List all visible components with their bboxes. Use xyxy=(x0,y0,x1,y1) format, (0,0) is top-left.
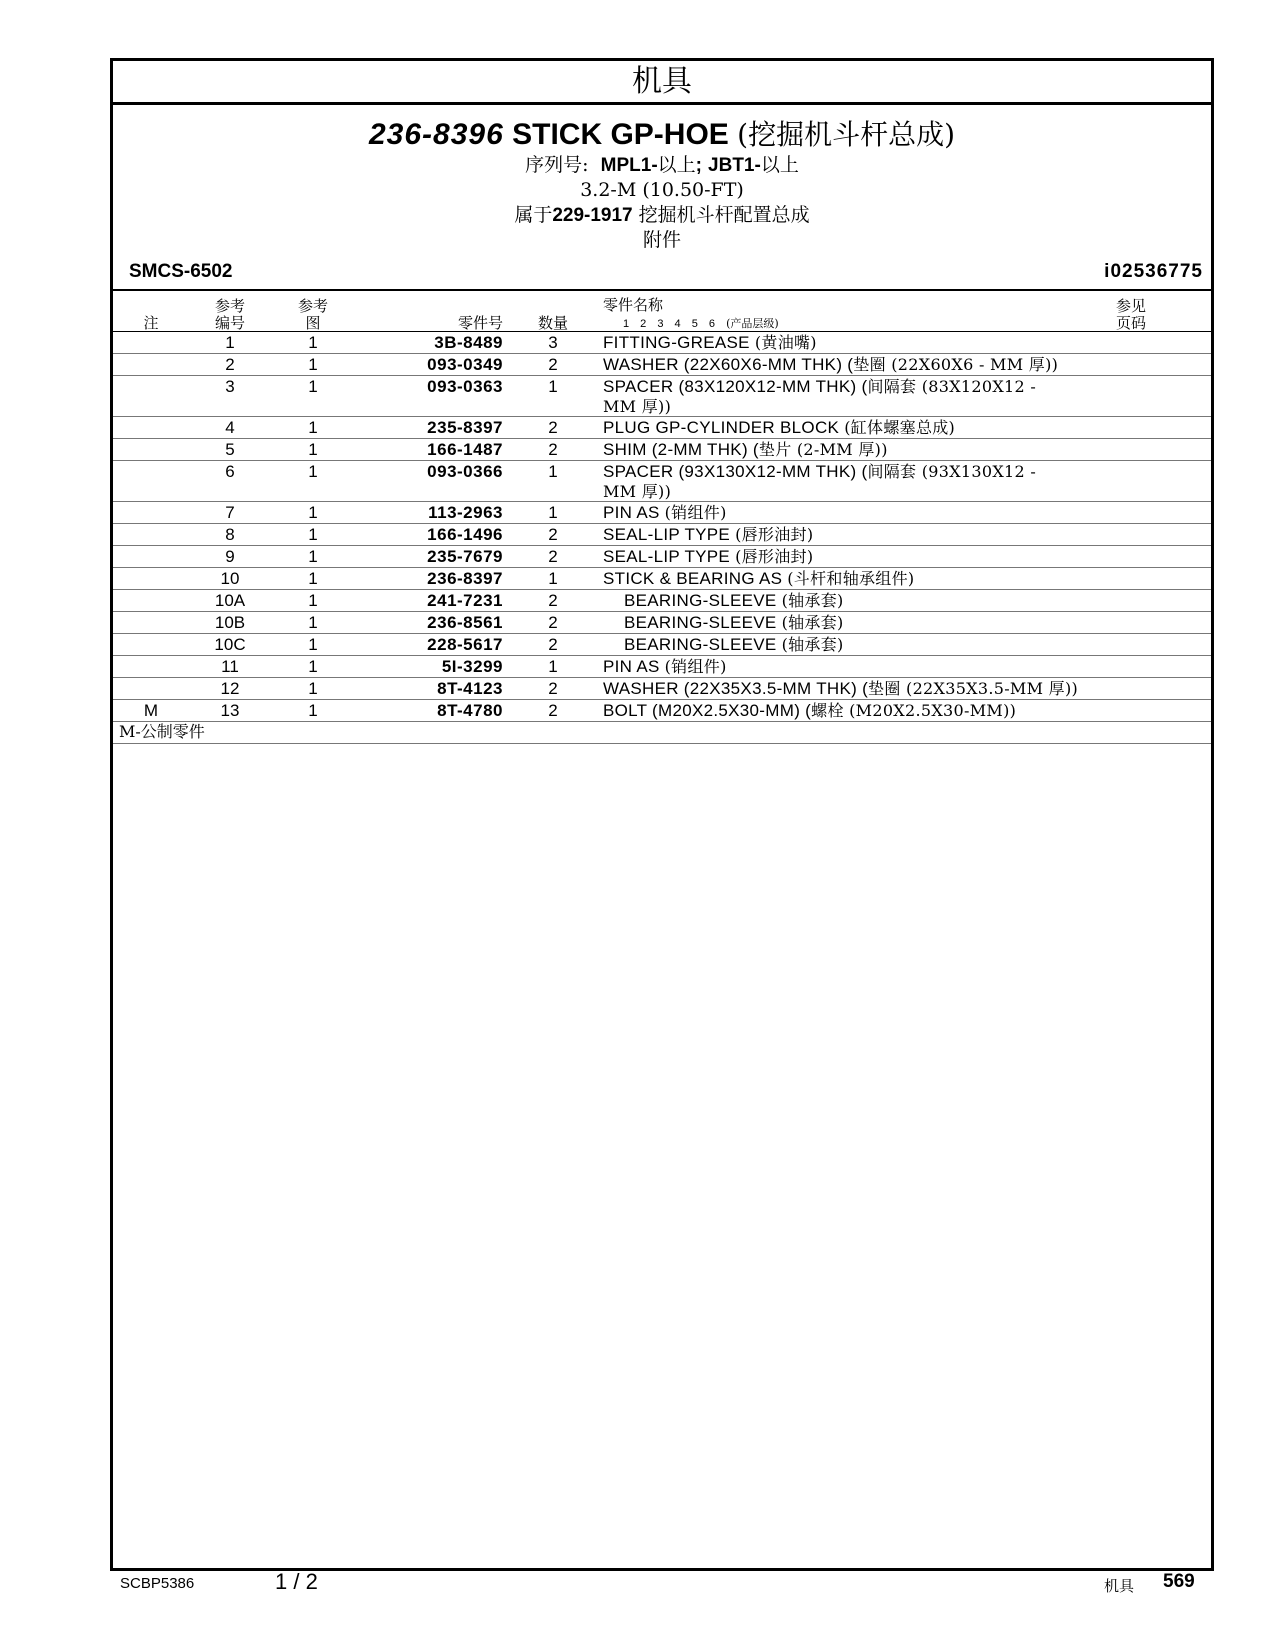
metric-footnote: M-公制零件 xyxy=(113,722,1211,744)
col-see-page xyxy=(1111,298,1151,332)
row-fig: 1 xyxy=(308,591,318,610)
row-part-name-en: PLUG GP-CYLINDER BLOCK xyxy=(603,418,840,437)
table-row xyxy=(113,656,1211,678)
row-note: M xyxy=(143,701,159,720)
row-qty: 3 xyxy=(548,333,558,352)
col-part-no: 零件号 xyxy=(457,314,503,332)
row-part-name xyxy=(603,569,1083,589)
row-part-name xyxy=(603,657,1083,677)
row-part-name xyxy=(603,635,1083,655)
table-row xyxy=(113,612,1211,634)
row-ref: 10A xyxy=(214,591,246,610)
row-ref: 3 xyxy=(225,377,235,396)
smcs-code: SMCS-6502 xyxy=(129,261,233,282)
row-ref: 6 xyxy=(225,462,235,481)
row-ref: 2 xyxy=(225,355,235,374)
serial-label: 序列号: xyxy=(525,154,589,176)
row-fig: 1 xyxy=(308,333,318,352)
row-qty: 1 xyxy=(548,569,558,588)
row-fig: 1 xyxy=(308,355,318,374)
row-part-name-en: BEARING-SLEEVE xyxy=(624,635,777,654)
serial-a-cn: 以上 xyxy=(657,154,696,176)
row-fig: 1 xyxy=(308,701,318,720)
row-part-number: 241-7231 xyxy=(427,591,503,610)
table-row xyxy=(113,678,1211,700)
row-ref: 7 xyxy=(225,503,235,522)
serial-line xyxy=(113,153,1211,178)
row-qty: 2 xyxy=(548,701,558,720)
col-levels-numbers: 1 2 3 4 5 6 xyxy=(623,318,715,330)
row-part-name xyxy=(603,547,1083,567)
col-ref-fig xyxy=(293,298,333,332)
row-part-name xyxy=(603,355,1083,375)
row-ref: 8 xyxy=(225,525,235,544)
footer-document-code: SCBP5386 xyxy=(120,1575,195,1592)
row-part-name-cn: 垫圈 (22X35X3.5-MM 厚)) xyxy=(868,679,1079,698)
row-part-name xyxy=(603,525,1083,545)
col-levels xyxy=(623,315,779,331)
row-part-name-cn: (缸体螺塞总成) xyxy=(844,418,956,437)
row-fig: 1 xyxy=(308,613,318,632)
row-part-number: 235-7679 xyxy=(427,547,503,566)
col-ref-no xyxy=(208,298,252,332)
row-qty: 2 xyxy=(548,355,558,374)
row-fig: 1 xyxy=(308,569,318,588)
row-part-name-cn: (唇形油封) xyxy=(735,547,814,566)
table-row xyxy=(113,332,1211,354)
row-part-number: 235-8397 xyxy=(427,418,503,437)
row-qty: 2 xyxy=(548,635,558,654)
parts-table xyxy=(113,332,1211,744)
footer-page-number: 569 xyxy=(1163,1571,1195,1592)
row-fig: 1 xyxy=(308,525,318,544)
row-qty: 2 xyxy=(548,679,558,698)
row-qty: 1 xyxy=(548,377,558,396)
row-fig: 1 xyxy=(308,503,318,522)
row-fig: 1 xyxy=(308,635,318,654)
table-row xyxy=(113,376,1211,417)
row-part-name-en: SPACER (93X130X12-MM THK) ( xyxy=(603,462,868,481)
row-part-name xyxy=(603,462,1073,502)
serial-b-cn: 以上 xyxy=(760,154,799,176)
assembly-title xyxy=(113,117,1211,153)
row-ref: 9 xyxy=(225,547,235,566)
row-qty: 2 xyxy=(548,613,558,632)
table-row xyxy=(113,524,1211,546)
serial-a: MPL1- xyxy=(600,155,658,176)
table-row xyxy=(113,590,1211,612)
row-part-name-en: BOLT (M20X2.5X30-MM) ( xyxy=(603,701,812,720)
page-frame xyxy=(110,58,1214,1571)
row-part-name-en: FITTING-GREASE xyxy=(603,333,750,352)
col-ref-no-top: 参考 xyxy=(214,297,245,315)
col-levels-note: (产品层级) xyxy=(726,317,779,330)
row-part-name-cn: 间隔套 (83X120X12 - MM 厚)) xyxy=(603,377,1037,416)
row-part-name-cn: (轴承套) xyxy=(781,591,844,610)
row-part-name-en: SPACER (83X120X12-MM THK) ( xyxy=(603,377,868,396)
row-part-number: 236-8561 xyxy=(427,613,503,632)
row-ref: 1 xyxy=(225,333,235,352)
row-part-name-en: BEARING-SLEEVE xyxy=(624,613,777,632)
row-ref: 5 xyxy=(225,440,235,459)
row-qty: 1 xyxy=(548,462,558,481)
row-fig: 1 xyxy=(308,377,318,396)
row-part-name-cn: (销组件) xyxy=(664,503,727,522)
header-top-rule xyxy=(113,289,1211,291)
col-ref-no-bottom: 编号 xyxy=(214,314,245,332)
row-ref: 4 xyxy=(225,418,235,437)
belongs-name: 挖掘机斗杆配置总成 xyxy=(638,204,810,226)
table-row xyxy=(113,634,1211,656)
row-qty: 2 xyxy=(548,440,558,459)
row-part-number: 236-8397 xyxy=(427,569,503,588)
row-qty: 2 xyxy=(548,591,558,610)
row-part-name-en: PIN AS xyxy=(603,657,660,676)
row-part-name-cn: (轴承套) xyxy=(781,613,844,632)
row-ref: 10B xyxy=(214,613,246,632)
row-part-name-cn: (唇形油封) xyxy=(735,525,814,544)
row-part-number: 093-0363 xyxy=(427,377,503,396)
row-part-name-cn: 螺栓 (M20X2.5X30-MM)) xyxy=(811,701,1017,720)
table-row xyxy=(113,700,1211,722)
row-qty: 2 xyxy=(548,525,558,544)
row-part-number: 228-5617 xyxy=(427,635,503,654)
row-fig: 1 xyxy=(308,440,318,459)
row-qty: 1 xyxy=(548,503,558,522)
row-part-name xyxy=(603,333,1083,353)
row-part-name-cn: 垫圈 (22X60X6 - MM 厚)) xyxy=(853,355,1059,374)
table-row xyxy=(113,546,1211,568)
row-part-name-en: PIN AS xyxy=(603,503,660,522)
row-part-name xyxy=(603,418,1083,438)
row-ref: 10C xyxy=(214,635,246,654)
row-qty: 1 xyxy=(548,657,558,676)
table-row xyxy=(113,461,1211,502)
row-qty: 2 xyxy=(548,547,558,566)
row-part-name-en: WASHER (22X35X3.5-MM THK) ( xyxy=(603,679,869,698)
size-line: 3.2-M (10.50-FT) xyxy=(580,179,744,201)
row-part-name-en: WASHER (22X60X6-MM THK) ( xyxy=(603,355,854,374)
row-part-name xyxy=(603,591,1083,611)
row-part-name xyxy=(603,613,1083,633)
row-fig: 1 xyxy=(308,679,318,698)
footer-page-of: 1 / 2 xyxy=(275,1569,318,1594)
row-part-name xyxy=(603,377,1073,417)
row-part-name-cn: (销组件) xyxy=(664,657,727,676)
row-part-name xyxy=(603,503,1083,523)
row-fig: 1 xyxy=(308,462,318,481)
row-part-number: 166-1496 xyxy=(427,525,503,544)
row-part-number: 093-0349 xyxy=(427,355,503,374)
belongs-line xyxy=(113,203,1211,228)
row-part-number: 5I-3299 xyxy=(441,657,503,676)
row-part-name-en: SEAL-LIP TYPE xyxy=(603,547,731,566)
col-see-page-top: 参见 xyxy=(1115,297,1146,315)
col-name: 零件名称 xyxy=(603,296,664,314)
col-note: 注 xyxy=(143,314,159,332)
row-part-number: 8T-4780 xyxy=(437,701,503,720)
row-fig: 1 xyxy=(308,418,318,437)
row-ref: 10 xyxy=(220,569,240,588)
row-part-number: 113-2963 xyxy=(428,503,503,522)
row-fig: 1 xyxy=(308,547,318,566)
col-qty: 数量 xyxy=(537,314,568,332)
row-part-number: 166-1487 xyxy=(427,440,503,459)
row-part-name xyxy=(603,679,1123,699)
col-see-page-bottom: 页码 xyxy=(1115,314,1146,332)
row-part-name-cn: (轴承套) xyxy=(781,635,844,654)
footer-section: 机具 xyxy=(1104,1577,1135,1595)
col-ref-fig-bottom: 图 xyxy=(305,314,321,332)
table-row xyxy=(113,354,1211,376)
row-fig: 1 xyxy=(308,657,318,676)
row-ref: 11 xyxy=(221,657,239,676)
row-part-name xyxy=(603,701,1083,721)
row-part-name-cn: (黄油嘴) xyxy=(754,333,817,352)
document-reference: i02536775 xyxy=(1104,261,1203,282)
table-row xyxy=(113,417,1211,439)
row-part-number: 093-0366 xyxy=(427,462,503,481)
table-row xyxy=(113,502,1211,524)
belongs-label: 属于 xyxy=(514,204,553,226)
row-ref: 13 xyxy=(220,701,240,720)
serial-b: JBT1- xyxy=(708,155,761,176)
section-title: 机具 xyxy=(113,61,1211,105)
row-qty: 2 xyxy=(548,418,558,437)
row-part-name-en: SEAL-LIP TYPE xyxy=(603,525,731,544)
title-block xyxy=(113,117,1211,253)
assembly-part-number: 236-8396 xyxy=(368,118,504,151)
table-row xyxy=(113,439,1211,461)
row-part-number: 8T-4123 xyxy=(437,679,503,698)
row-part-name-cn: (斗杆和轴承组件) xyxy=(787,569,915,588)
row-part-name-en: SHIM (2-MM THK) ( xyxy=(603,440,759,459)
serial-sep: ; xyxy=(695,155,702,176)
belongs-number: 229-1917 xyxy=(552,205,633,226)
col-ref-fig-top: 参考 xyxy=(297,297,328,315)
table-row xyxy=(113,568,1211,590)
assembly-part-name: STICK GP-HOE xyxy=(512,118,729,151)
row-part-name-cn: 垫片 (2-MM 厚)) xyxy=(758,440,888,459)
assembly-part-name-cn: (挖掘机斗杆总成) xyxy=(737,118,956,151)
row-part-number: 3B-8489 xyxy=(434,333,503,352)
attachment-line: 附件 xyxy=(642,229,681,251)
row-part-name-en: BEARING-SLEEVE xyxy=(624,591,777,610)
row-part-name xyxy=(603,440,1083,460)
row-part-name-en: STICK & BEARING AS xyxy=(603,569,783,588)
row-ref: 12 xyxy=(220,679,240,698)
row-part-name-cn: 间隔套 (93X130X12 - MM 厚)) xyxy=(603,462,1037,501)
